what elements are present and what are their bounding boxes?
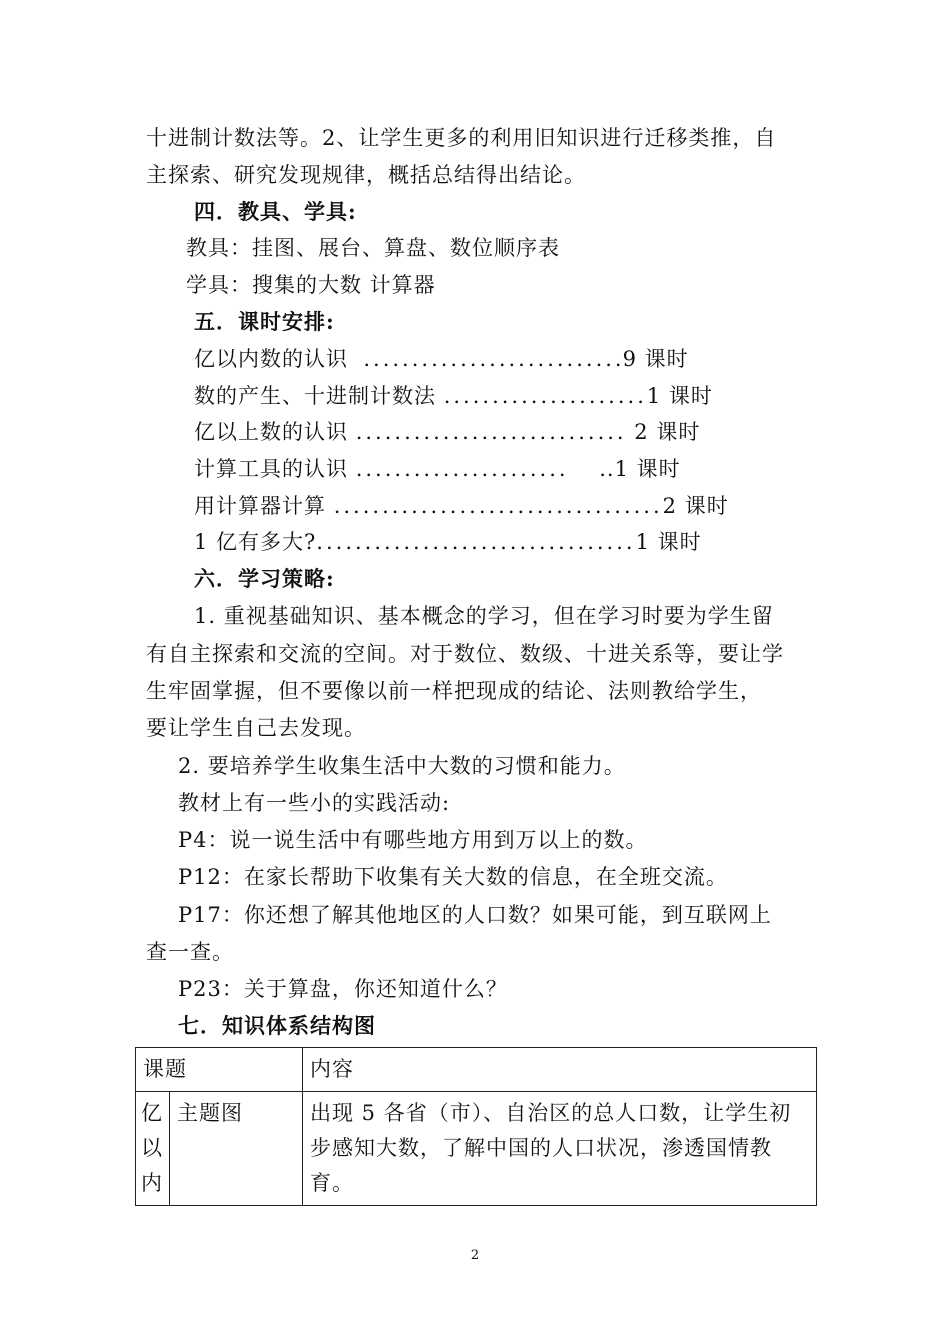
paragraph-line: 教材上有一些小的实践活动: <box>178 791 451 815</box>
paragraph-line: P12：在家长帮助下收集有关大数的信息，在全班交流。 <box>178 865 728 889</box>
schedule-item-hours: ..1 课时 <box>599 457 681 481</box>
schedule-item <box>194 524 780 560</box>
paragraph-line: 十进制计数法等。2、让学生更多的利用旧知识进行迁移类推，自 <box>146 126 777 150</box>
schedule-item-hours: 1 课时 <box>646 384 713 408</box>
schedule-item-title: 数的产生、十进制计数法 <box>194 384 436 408</box>
paragraph-line: 1. 重视基础知识、基本概念的学习，但在学习时要为学生留 <box>194 604 774 628</box>
section-heading-strategy: 六．学习策略: <box>194 566 335 591</box>
table-row <box>136 1092 817 1206</box>
table-header-topic: 课题 <box>136 1048 303 1092</box>
paragraph-line: 有自主探索和交流的空间。对于数位、数级、十进关系等，要让学 <box>146 642 784 666</box>
table-header-row <box>136 1048 817 1092</box>
schedule-item-dots: ................................. <box>316 530 636 554</box>
section-heading-aids: 四．教具、学具: <box>194 199 357 224</box>
table-cell-topic: 主题图 <box>170 1092 303 1206</box>
schedule-item-title: 亿以内数的认识 <box>194 347 348 371</box>
schedule-item-dots: ............................ <box>355 420 627 444</box>
schedule-item-hours: 1 课时 <box>635 530 702 554</box>
schedule-item <box>194 488 780 524</box>
table-cell-group: 亿以内 <box>136 1092 170 1206</box>
teaching-aids-line: 教具：挂图、展台、算盘、数位顺序表 <box>186 236 560 260</box>
schedule-item-hours: .9 课时 <box>614 347 689 371</box>
schedule-item-dots: .......................... <box>363 347 615 371</box>
schedule-item-dots: .................................. <box>333 494 663 518</box>
schedule-item <box>194 341 780 377</box>
paragraph-line: P4：说一说生活中有哪些地方用到万以上的数。 <box>178 828 648 852</box>
schedule-item-hours: 2 课时 <box>634 420 701 444</box>
knowledge-structure-table <box>135 1047 817 1206</box>
page-number: 2 <box>470 1248 480 1263</box>
paragraph-line: 要让学生自己去发现。 <box>146 716 366 740</box>
schedule-item <box>194 451 780 487</box>
schedule-item-title: 用计算器计算 <box>194 494 326 518</box>
schedule-item-title: 计算工具的认识 <box>194 457 348 481</box>
schedule-item-dots: ..................... <box>443 384 647 408</box>
schedule-item <box>194 378 780 414</box>
section-heading-structure: 七．知识体系结构图 <box>178 1013 376 1038</box>
schedule-item <box>194 414 780 450</box>
schedule-item-hours: 2 课时 <box>662 494 729 518</box>
section-heading-schedule: 五．课时安排: <box>194 309 335 334</box>
paragraph-line: P23：关于算盘，你还知道什么？ <box>178 977 508 1001</box>
schedule-item-title: 亿以上数的认识 <box>194 420 348 444</box>
paragraph-line: 2. 要培养学生收集生活中大数的习惯和能力。 <box>178 754 626 778</box>
schedule-item-title: 1 亿有多大? <box>194 530 317 554</box>
learning-aids-line: 学具：搜集的大数 计算器 <box>186 273 436 297</box>
paragraph-line: P17：你还想了解其他地区的人口数？如果可能，到互联网上 <box>178 903 772 927</box>
schedule-item-dots: ...................... <box>355 457 569 481</box>
table-cell-content: 出现 5 各省（市）、自治区的总人口数，让学生初步感知大数，了解中国的人口状况，渗透国情教育。 <box>303 1092 817 1206</box>
paragraph-line: 主探索、研究发现规律，概括总结得出结论。 <box>146 163 586 187</box>
paragraph-line: 生牢固掌握，但不要像以前一样把现成的结论、法则教给学生， <box>146 679 762 703</box>
paragraph-line: 查一查。 <box>146 940 234 964</box>
table-header-content: 内容 <box>303 1048 817 1092</box>
